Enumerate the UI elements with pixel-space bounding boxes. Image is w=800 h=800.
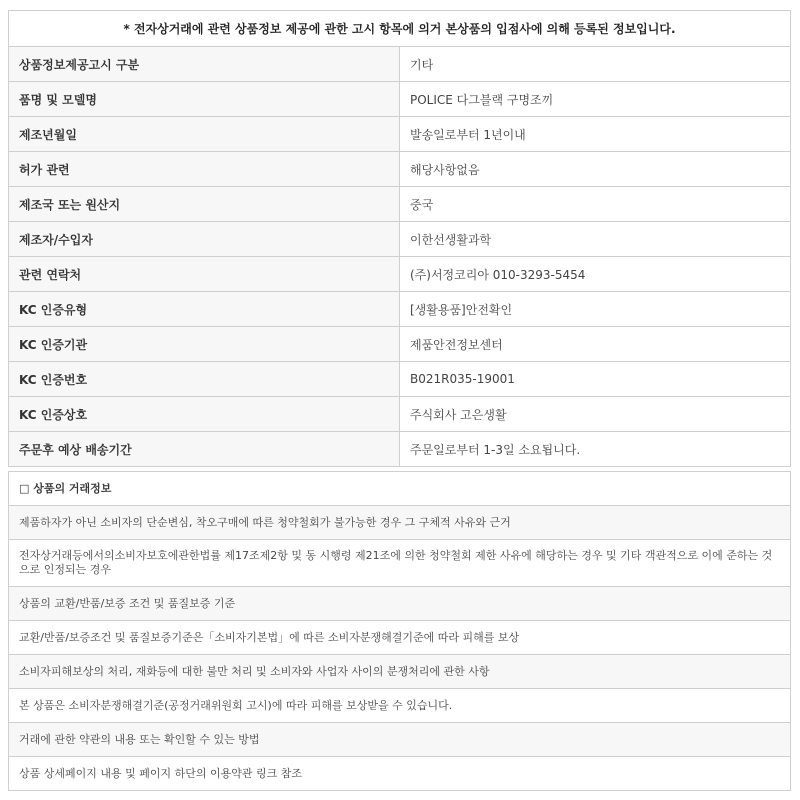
trade-row — [9, 621, 791, 655]
info-row — [9, 257, 791, 292]
trade-answer: 전자상거래등에서의소비자보호에관한법률 제17조제2항 및 동 시행령 제21조에 의한 청약철회 제한 사유에 해당하는 경우 및 기타 객관적으로 이에 준하는 것으로 인정되는 경우 — [9, 540, 791, 587]
info-value: 중국 — [400, 187, 791, 222]
info-row — [9, 292, 791, 327]
info-label: 주문후 예상 배송기간 — [9, 432, 400, 467]
info-label: KC 인증상호 — [9, 397, 400, 432]
info-label: 상품정보제공고시 구분 — [9, 47, 400, 82]
info-row — [9, 187, 791, 222]
trade-row — [9, 723, 791, 757]
info-label: KC 인증기관 — [9, 327, 400, 362]
info-row — [9, 222, 791, 257]
info-label: 제조자/수입자 — [9, 222, 400, 257]
trade-answer: 상품 상세페이지 내용 및 페이지 하단의 이용약관 링크 참조 — [9, 757, 791, 791]
info-row — [9, 152, 791, 187]
trade-info-table — [8, 471, 791, 791]
info-row — [9, 362, 791, 397]
info-value: (주)서정코리아 010-3293-5454 — [400, 257, 791, 292]
notice-row — [9, 11, 791, 47]
trade-answer: 교환/반품/보증조건 및 품질보증기준은「소비자기본법」에 따른 소비자분쟁해결기준에 따라 피해를 보상 — [9, 621, 791, 655]
info-row — [9, 432, 791, 467]
info-row — [9, 397, 791, 432]
trade-row — [9, 587, 791, 621]
trade-row — [9, 757, 791, 791]
product-info-table — [8, 10, 791, 467]
trade-row — [9, 540, 791, 587]
info-value: 이한선생활과학 — [400, 222, 791, 257]
info-value: 발송일로부터 1년이내 — [400, 117, 791, 152]
trade-title-row — [9, 472, 791, 506]
trade-row — [9, 506, 791, 540]
info-label: 허가 관련 — [9, 152, 400, 187]
trade-question: 제품하자가 아닌 소비자의 단순변심, 착오구매에 따른 청약철회가 불가능한 경우 그 구체적 사유와 근거 — [9, 506, 791, 540]
info-value: POLICE 다그블랙 구명조끼 — [400, 82, 791, 117]
trade-answer: 본 상품은 소비자분쟁해결기준(공정거래위원회 고시)에 따라 피해를 보상받을 수 있습니다. — [9, 689, 791, 723]
trade-row — [9, 689, 791, 723]
trade-title: □ 상품의 거래정보 — [9, 472, 791, 506]
info-value: 기타 — [400, 47, 791, 82]
info-label: KC 인증번호 — [9, 362, 400, 397]
trade-row — [9, 655, 791, 689]
info-value: B021R035-19001 — [400, 362, 791, 397]
info-label: 제조국 또는 원산지 — [9, 187, 400, 222]
info-label: 품명 및 모델명 — [9, 82, 400, 117]
info-value: 제품안전정보센터 — [400, 327, 791, 362]
info-row — [9, 327, 791, 362]
info-label: 관련 연락처 — [9, 257, 400, 292]
trade-question: 거래에 관한 약관의 내용 또는 확인할 수 있는 방법 — [9, 723, 791, 757]
info-label: 제조년월일 — [9, 117, 400, 152]
info-value: 주문일로부터 1-3일 소요됩니다. — [400, 432, 791, 467]
info-value: [생활용품]안전확인 — [400, 292, 791, 327]
info-value: 해당사항없음 — [400, 152, 791, 187]
info-value: 주식회사 고은생활 — [400, 397, 791, 432]
notice-text: * 전자상거래에 관련 상품정보 제공에 관한 고시 항목에 의거 본상품의 입점사에 의해 등록된 정보입니다. — [9, 11, 791, 47]
info-label: KC 인증유형 — [9, 292, 400, 327]
trade-question: 상품의 교환/반품/보증 조건 및 품질보증 기준 — [9, 587, 791, 621]
trade-question: 소비자피해보상의 처리, 재화등에 대한 불만 처리 및 소비자와 사업자 사이의 분쟁처리에 관한 사항 — [9, 655, 791, 689]
info-row — [9, 47, 791, 82]
info-row — [9, 82, 791, 117]
info-row — [9, 117, 791, 152]
